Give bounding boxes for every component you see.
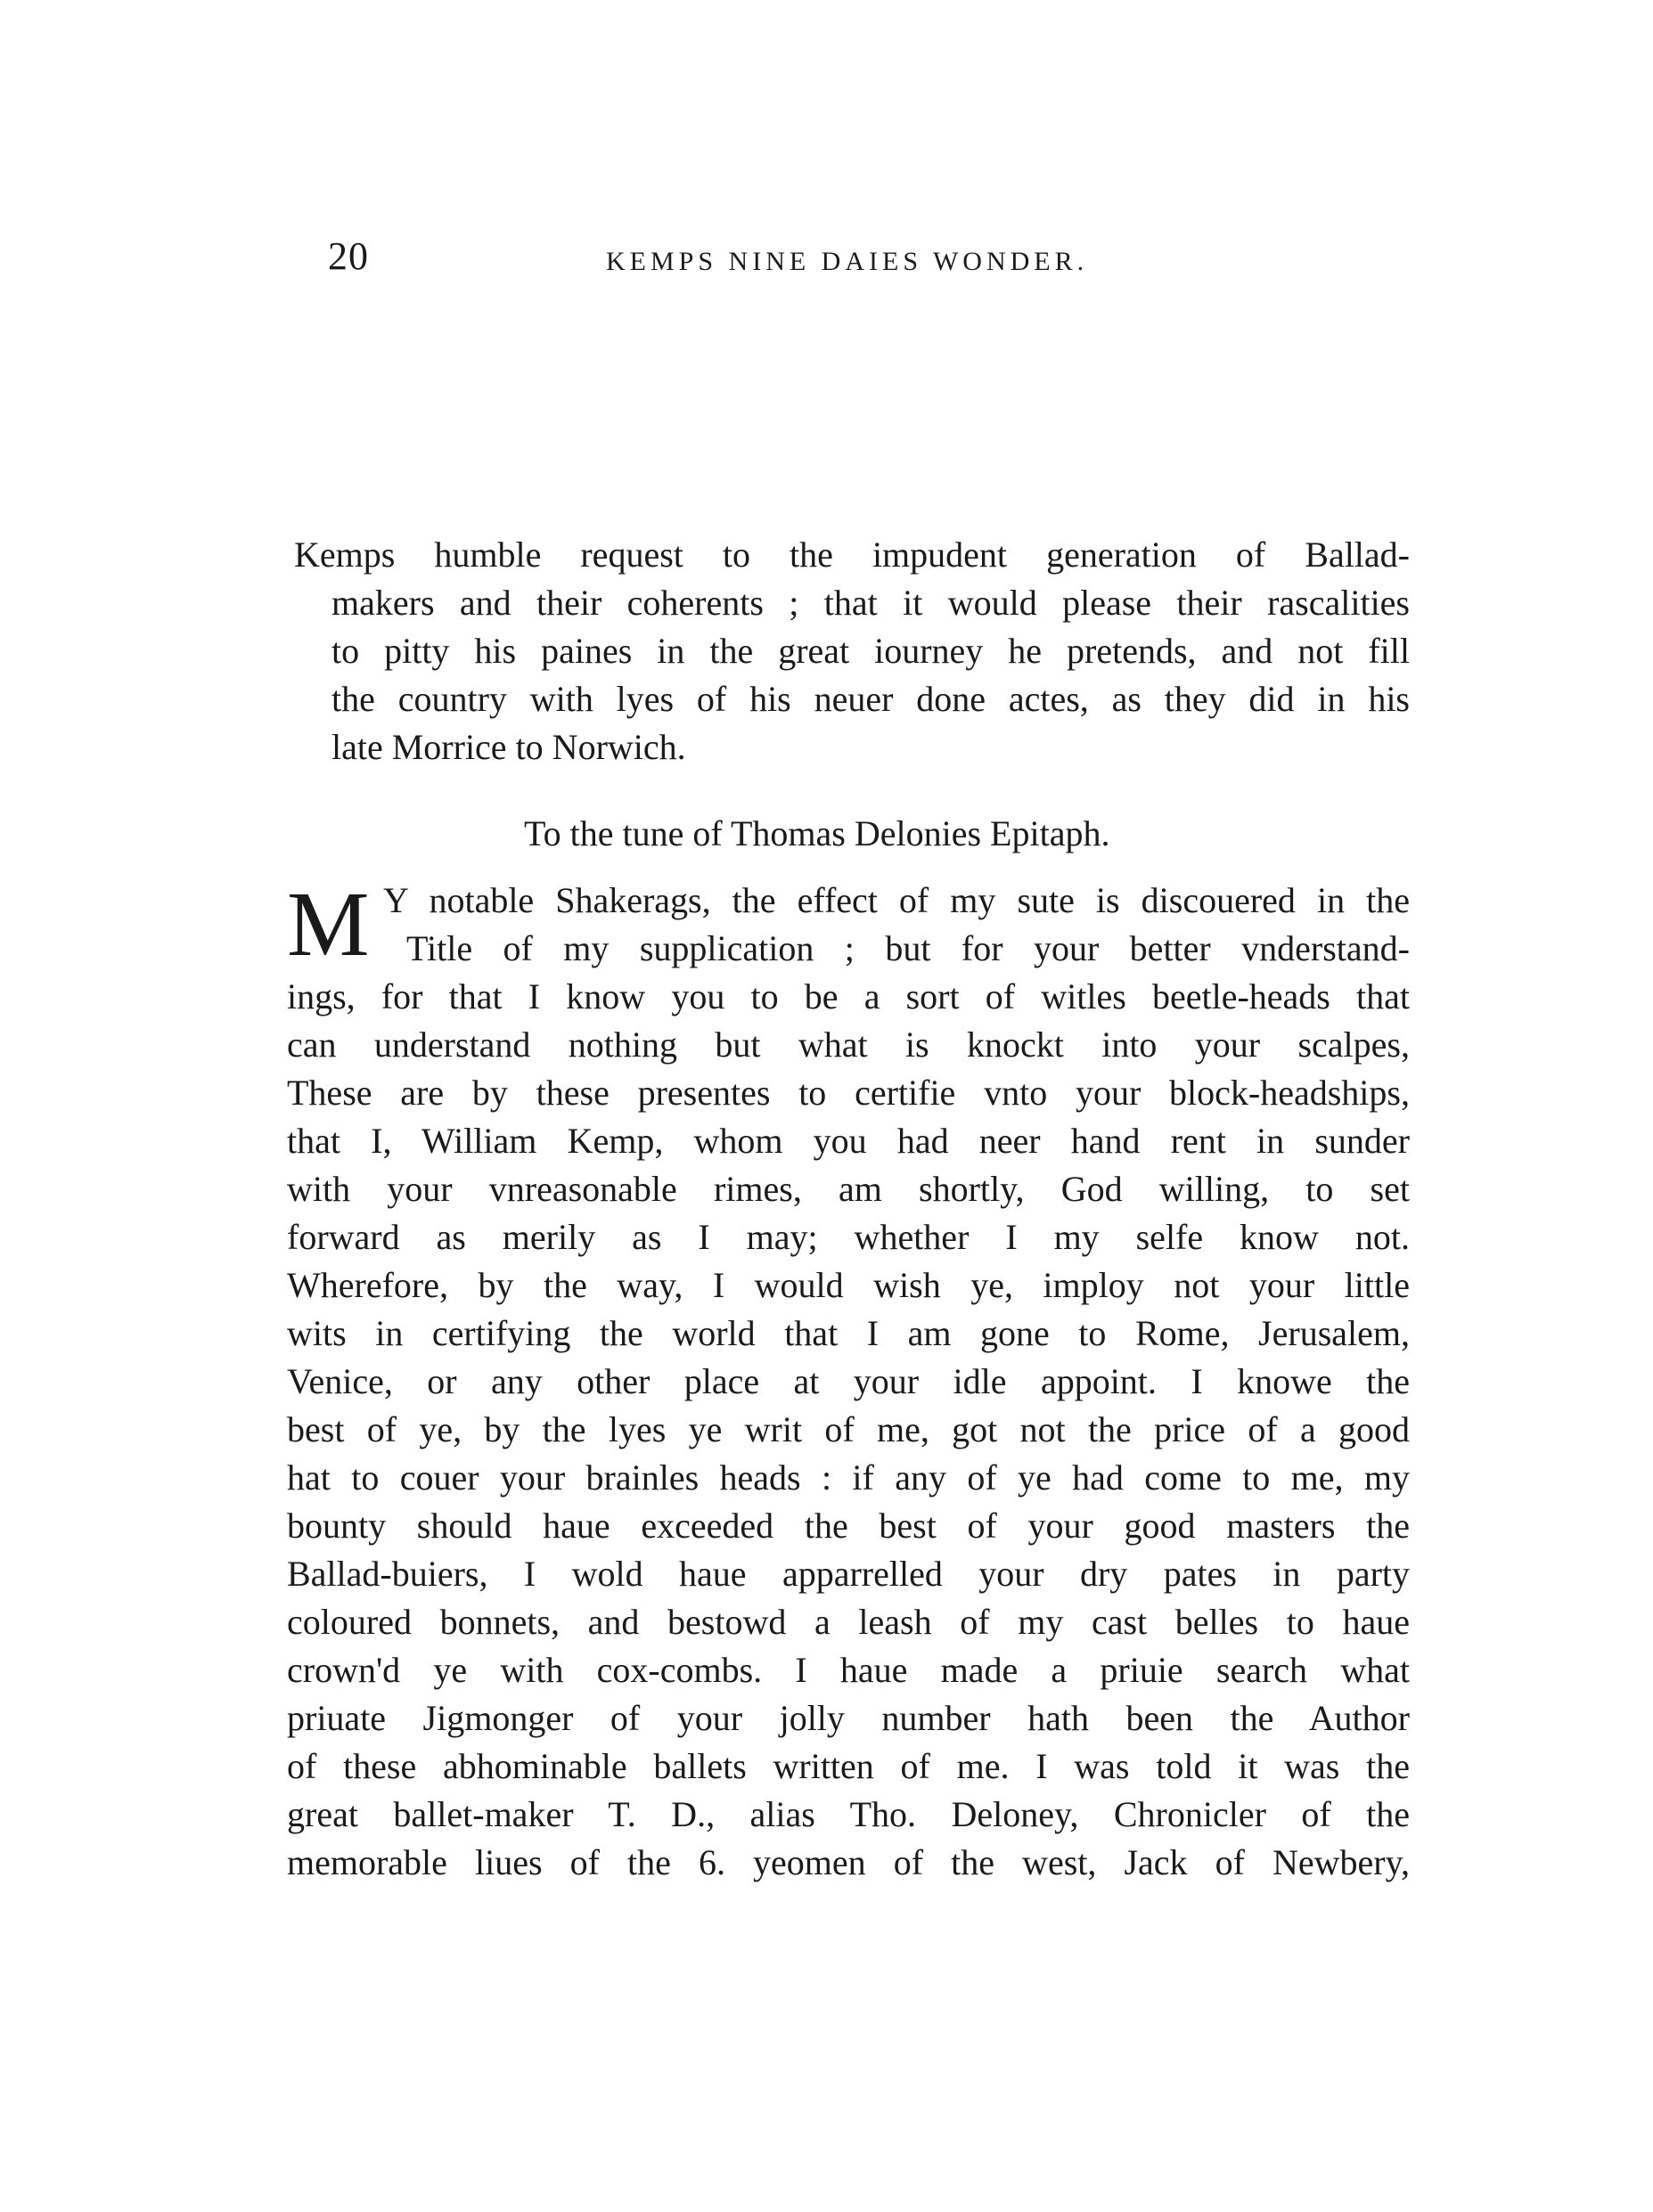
body-line: Y notable Shakerags, the effect of my sute is discouered in the xyxy=(383,880,1410,920)
page-number: 20 xyxy=(328,234,369,278)
body-line: ings, for that I know you to be a sort of witles beetle-heads that xyxy=(287,976,1410,1016)
body-line: forward as merily as I may; whether I my selfe know not. xyxy=(287,1217,1410,1257)
body-line: wits in certifying the world that I am gone to Rome, Jerusalem, xyxy=(287,1313,1410,1353)
body-line: bounty should haue exceeded the best of your good masters the xyxy=(287,1506,1410,1546)
request-line: Kemps humble request to the impudent generation of Ballad- xyxy=(294,535,1410,575)
body-line: of these abhominable ballets written of me. I was told it was the xyxy=(287,1746,1410,1786)
request-line: the country with lyes of his neuer done actes, as they did in his xyxy=(331,679,1410,719)
body-line: can understand nothing but what is knockt into your scalpes, xyxy=(287,1024,1410,1065)
request-line: to pitty his paines in the great iourney he pretends, and not fill xyxy=(331,631,1410,671)
tune-heading: To the tune of Thomas Delonies Epitaph. xyxy=(524,813,1110,853)
running-head: KEMPS NINE DAIES WONDER. xyxy=(606,247,1089,276)
body-line: priuate Jigmonger of your jolly number hath been the Author xyxy=(287,1698,1410,1738)
body-line: that I, William Kemp, whom you had neer hand rent in sunder xyxy=(287,1121,1410,1161)
body-line: Title of my supplication ; but for your better vnderstand- xyxy=(406,928,1410,968)
body-line: Venice, or any other place at your idle appoint. I knowe the xyxy=(287,1361,1410,1401)
body-line: Ballad-buiers, I wold haue apparrelled your dry pates in party xyxy=(287,1554,1410,1594)
body-line: best of ye, by the lyes ye writ of me, got not the price of a good xyxy=(287,1409,1410,1449)
body-line: Wherefore, by the way, I would wish ye, imploy not your little xyxy=(287,1265,1410,1305)
body-line: memorable liues of the 6. yeomen of the west, Jack of Newbery, xyxy=(287,1842,1410,1882)
body-line: coloured bonnets, and bestowd a leash of my cast belles to haue xyxy=(287,1602,1410,1642)
drop-cap: M xyxy=(287,873,370,975)
body-line: great ballet-maker T. D., alias Tho. Deloney, Chronicler of the xyxy=(287,1794,1410,1834)
body-line: with your vnreasonable rimes, am shortly, God willing, to set xyxy=(287,1169,1410,1209)
request-line: makers and their coherents ; that it would please their rascalities xyxy=(331,583,1410,623)
body-line: hat to couer your brainles heads : if any of ye had come to me, my xyxy=(287,1457,1410,1498)
body-line: These are by these presentes to certifie vnto your block-headships, xyxy=(287,1073,1410,1113)
body-line: crown'd ye with cox-combs. I haue made a priuie search what xyxy=(287,1650,1410,1690)
request-line: late Morrice to Norwich. xyxy=(331,727,686,767)
request-heading xyxy=(294,531,1410,771)
